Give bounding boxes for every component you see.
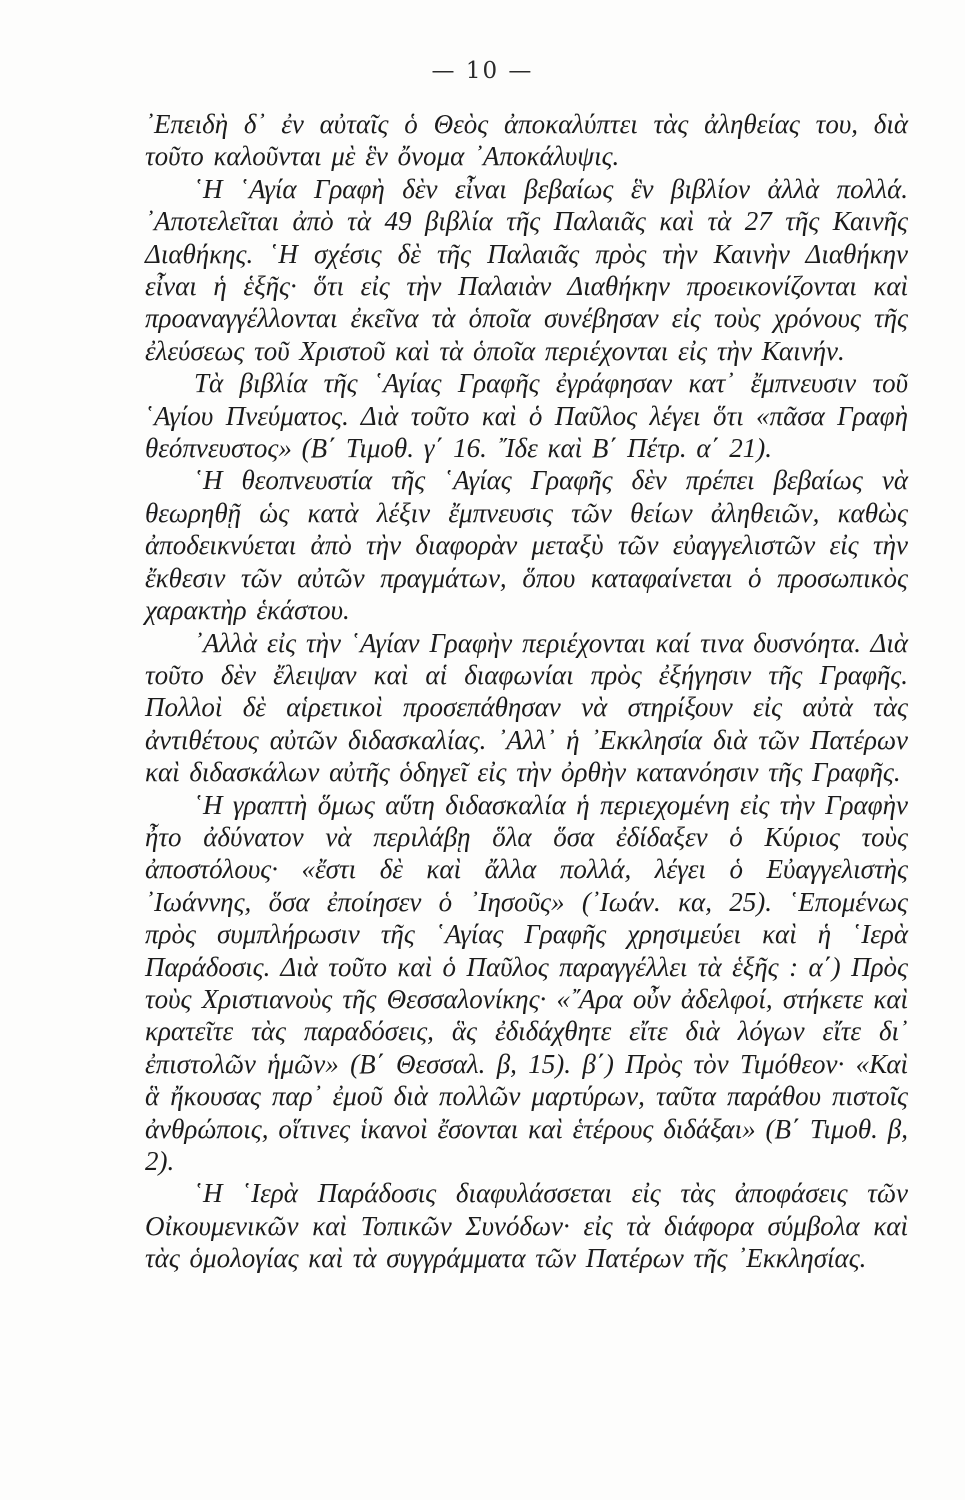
body-text — [145, 108, 908, 1275]
page-number: — 10 — — [431, 58, 534, 84]
paragraph-preservation: ῾Η ῾Ιερὰ Παράδοσις διαφυλάσσεται εἰς τὰς ἀποφάσεις τῶν Οἰκουμενικῶν καὶ Τοπικῶν Συνόδων· εἰς τὰ διάφορα σύμβολα καὶ τὰς ὁμολογίας καὶ τὰ συγγράμματα τῶν Πατέρων τῆς ᾿Εκκλησίας. — [145, 1178, 908, 1274]
paragraph-inspiration: Τὰ βιβλία τῆς ῾Αγίας Γραφῆς ἐγράφησαν κατ᾿ ἔμπνευσιν τοῦ ῾Αγίου Πνεύματος. Διὰ τοῦτο καὶ ὁ Παῦλος λέγει ὅτι «πᾶσα Γραφὴ θεόπνευστος» (Β΄ Τιμοθ. γ΄ 16. ῎Ιδε καὶ Β΄ Πέτρ. α΄ 21). — [145, 368, 908, 464]
paragraph-difficult-passages: ᾿Αλλὰ εἰς τὴν ῾Αγίαν Γραφὴν περιέχονται καί τινα δυσνόητα. Διὰ τοῦτο δὲν ἔλειψαν καὶ αἱ διαφωνίαι πρὸς ἐξήγησιν τῆς Γραφῆς. Πολλοὶ δὲ αἱρετικοὶ προσεπάθησαν νὰ στηρίξουν εἰς αὐτὰ τὰς ἀντιθέτους αὐτῶν διδασκαλίας. ᾿Αλλ᾿ ἡ ᾿Εκκλησία διὰ τῶν Πατέρων καὶ διδασκάλων αὐτῆς ὁδηγεῖ εἰς τὴν ὀρθὴν κατανόησιν τῆς Γραφῆς. — [145, 627, 908, 788]
paragraph-theopneusty: ῾Η θεοπνευστία τῆς ῾Αγίας Γραφῆς δὲν πρέπει βεβαίως νὰ θεωρηθῇ ὡς κατὰ λέξιν ἔμπνευσις τῶν θείων ἀληθειῶν, καθὼς ἀποδεικνύεται ἀπὸ τὴν διαφορὰν μεταξὺ τῶν εὐαγγελιστῶν εἰς τὴν ἔκθεσιν τῶν αὐτῶν πραγμάτων, ὅπου καταφαίνεται ὁ προσωπικὸς χαρακτὴρ ἑκάστου. — [145, 465, 908, 626]
paragraph-revelation: ᾿Επειδὴ δ᾿ ἐν αὐταῖς ὁ Θεὸς ἀποκαλύπτει τὰς ἀληθείας του, διὰ τοῦτο καλοῦνται μὲ ἓν ὄνομα ᾿Αποκάλυψις. — [145, 109, 908, 172]
paragraph-holy-tradition: ῾Η γραπτὴ ὅμως αὕτη διδασκαλία ἡ περιεχομένη εἰς τὴν Γραφὴν ἦτο ἀδύνατον νὰ περιλάβῃ ὅλα ὅσα ἐδίδαξεν ὁ Κύριος τοὺς ἀποστόλους· «ἔστι δὲ καὶ ἄλλα πολλά, λέγει ὁ Εὐαγγελιστὴς ᾿Ιωάννης, ὅσα ἐποίησεν ὁ ᾿Ιησοῦς» (᾿Ιωάν. κα, 25). ῾Επομένως πρὸς συμπλήρωσιν τῆς ῾Αγίας Γραφῆς χρησιμεύει καὶ ἡ ῾Ιερὰ Παράδοσις. Διὰ τοῦτο καὶ ὁ Παῦλος παραγγέλλει τὰ ἑξῆς : α΄) Πρὸς τοὺς Χριστιανοὺς τῆς Θεσσαλονίκης· «῎Αρα οὖν ἀδελφοί, στήκετε καὶ κρατεῖτε τὰς παραδόσεις, ἃς ἐδιδάχθητε εἴτε διὰ λόγων εἴτε δι᾿ ἐπιστολῶν ἡμῶν» (Β΄ Θεσσαλ. β, 15). β΄) Πρὸς τὸν Τιμόθεον· «Καὶ ἃ ἤκουσας παρ᾿ ἐμοῦ διὰ πολλῶν μαρτύρων, ταῦτα παράθου πιστοῖς ἀνθρώποις, οἵτινες ἱκανοὶ ἔσονται καὶ ἑτέρους διδάξαι» (Β΄ Τιμοθ. β, 2). — [145, 789, 908, 1176]
paragraph-holy-scripture: ῾Η ῾Αγία Γραφὴ δὲν εἶναι βεβαίως ἓν βιβλίον ἀλλὰ πολλά. ᾿Αποτελεῖται ἀπὸ τὰ 49 βιβλία τῆς Παλαιᾶς καὶ τὰ 27 τῆς Καινῆς Διαθήκης. ῾Η σχέσις δὲ τῆς Παλαιᾶς πρὸς τὴν Καινὴν Διαθήκην εἶναι ἡ ἑξῆς· ὅτι εἰς τὴν Παλαιὰν Διαθήκην προεικονίζονται καὶ προαναγγέλλονται ἐκεῖνα τὰ ὁποῖα συνέβησαν εἰς τοὺς χρόνους τῆς ἐλεύσεως τοῦ Χριστοῦ καὶ τὰ ὁποῖα περιέχονται εἰς τὴν Καινήν. — [145, 173, 908, 366]
